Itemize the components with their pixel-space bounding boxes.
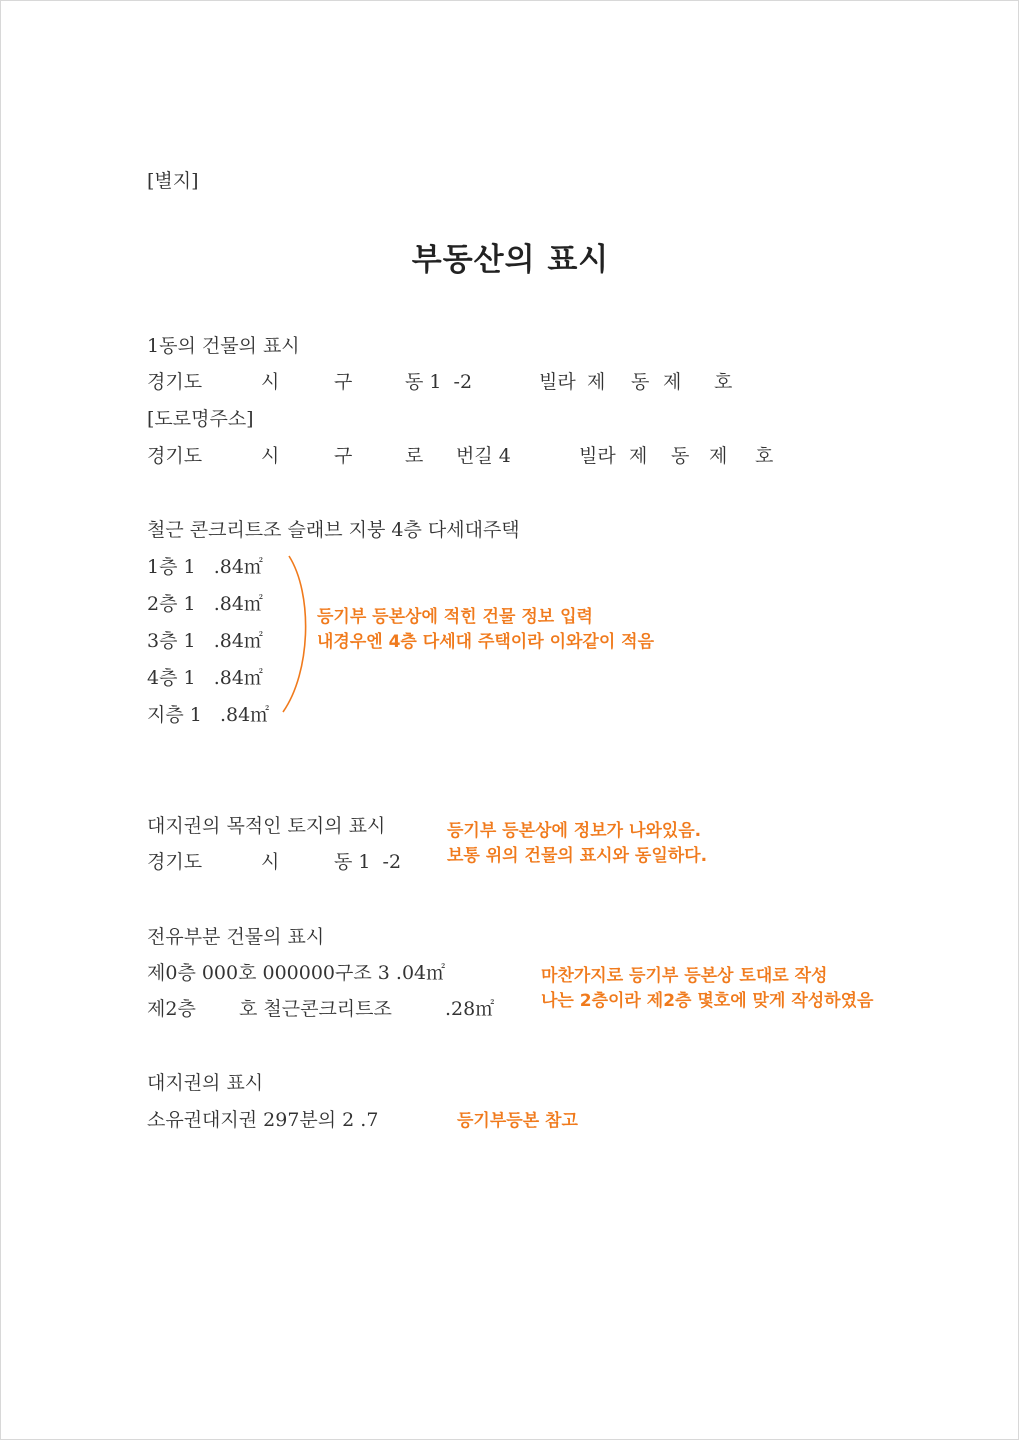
note-land-right: 등기부등본 참고 [457, 1111, 578, 1131]
road-je-2: 제 [709, 445, 728, 467]
note-land-line1: 등기부 등본상에 정보가 나와있음. [447, 821, 702, 841]
exclusive-line1: 제0층 000호 000000구조 3 .04㎡ [147, 962, 446, 984]
exclusive-line2-area: .28㎡ [445, 998, 495, 1020]
address-ho: 호 [714, 371, 733, 393]
building-structure: 철근 콘크리트조 슬래브 지붕 4층 다세대주택 [147, 519, 520, 541]
land-province: 경기도 [147, 851, 203, 873]
note-exclusive-line1: 마찬가지로 등기부 등본상 토대로 작성 [541, 966, 828, 986]
address-dong: 동 [631, 371, 650, 393]
road-dong: 동 [671, 445, 690, 467]
road-ro: 로 [405, 445, 424, 467]
address-province: 경기도 [147, 371, 203, 393]
road-address-heading: [도로명주소] [147, 408, 254, 430]
exclusive-line2-floor: 제2층 [147, 998, 196, 1020]
road-city: 시 [261, 445, 280, 467]
exclusive-heading: 전유부분 건물의 표시 [147, 926, 325, 948]
address-dong-lot: 동 1 -2 [405, 371, 473, 393]
exclusive-line2-structure: 호 철근콘크리트조 [239, 998, 392, 1020]
land-right-heading: 대지권의 표시 [147, 1072, 264, 1094]
floor-row: 지층 1 .84㎡ [147, 704, 270, 726]
floor-row: 1층 1 .84㎡ [147, 556, 263, 578]
road-ho: 호 [755, 445, 774, 467]
floor-row: 4층 1 .84㎡ [147, 667, 263, 689]
land-right-value: 소유권대지권 297분의 2 .7 [147, 1109, 379, 1131]
address-district: 구 [334, 371, 353, 393]
road-district: 구 [334, 445, 353, 467]
land-heading: 대지권의 목적인 토지의 표시 [147, 815, 386, 837]
road-beongil: 번길 4 [456, 445, 511, 467]
note-exclusive-line2: 나는 2층이라 제2층 몇호에 맞게 작성하였음 [541, 991, 874, 1011]
attachment-label: [별지] [147, 170, 199, 192]
document-title: 부동산의 표시 [411, 242, 610, 278]
road-villa: 빌라 [579, 445, 616, 467]
land-city: 시 [261, 851, 280, 873]
road-province: 경기도 [147, 445, 203, 467]
floor-row: 2층 1 .84㎡ [147, 593, 263, 615]
note-floors-line1: 등기부 등본상에 적힌 건물 정보 입력 [317, 607, 593, 627]
address-je-2: 제 [663, 371, 682, 393]
floor-row: 3층 1 .84㎡ [147, 630, 263, 652]
address-je-1: 제 [587, 371, 606, 393]
note-land-line2: 보통 위의 건물의 표시와 동일하다. [447, 846, 708, 866]
land-dong-lot: 동 1 -2 [334, 851, 402, 873]
address-villa: 빌라 [539, 371, 576, 393]
road-je-1: 제 [629, 445, 648, 467]
bracket-annotation [279, 554, 313, 714]
address-city: 시 [261, 371, 280, 393]
building-heading: 1동의 건물의 표시 [147, 335, 300, 357]
note-floors-line2: 내경우엔 4층 다세대 주택이라 이와같이 적음 [317, 632, 655, 652]
